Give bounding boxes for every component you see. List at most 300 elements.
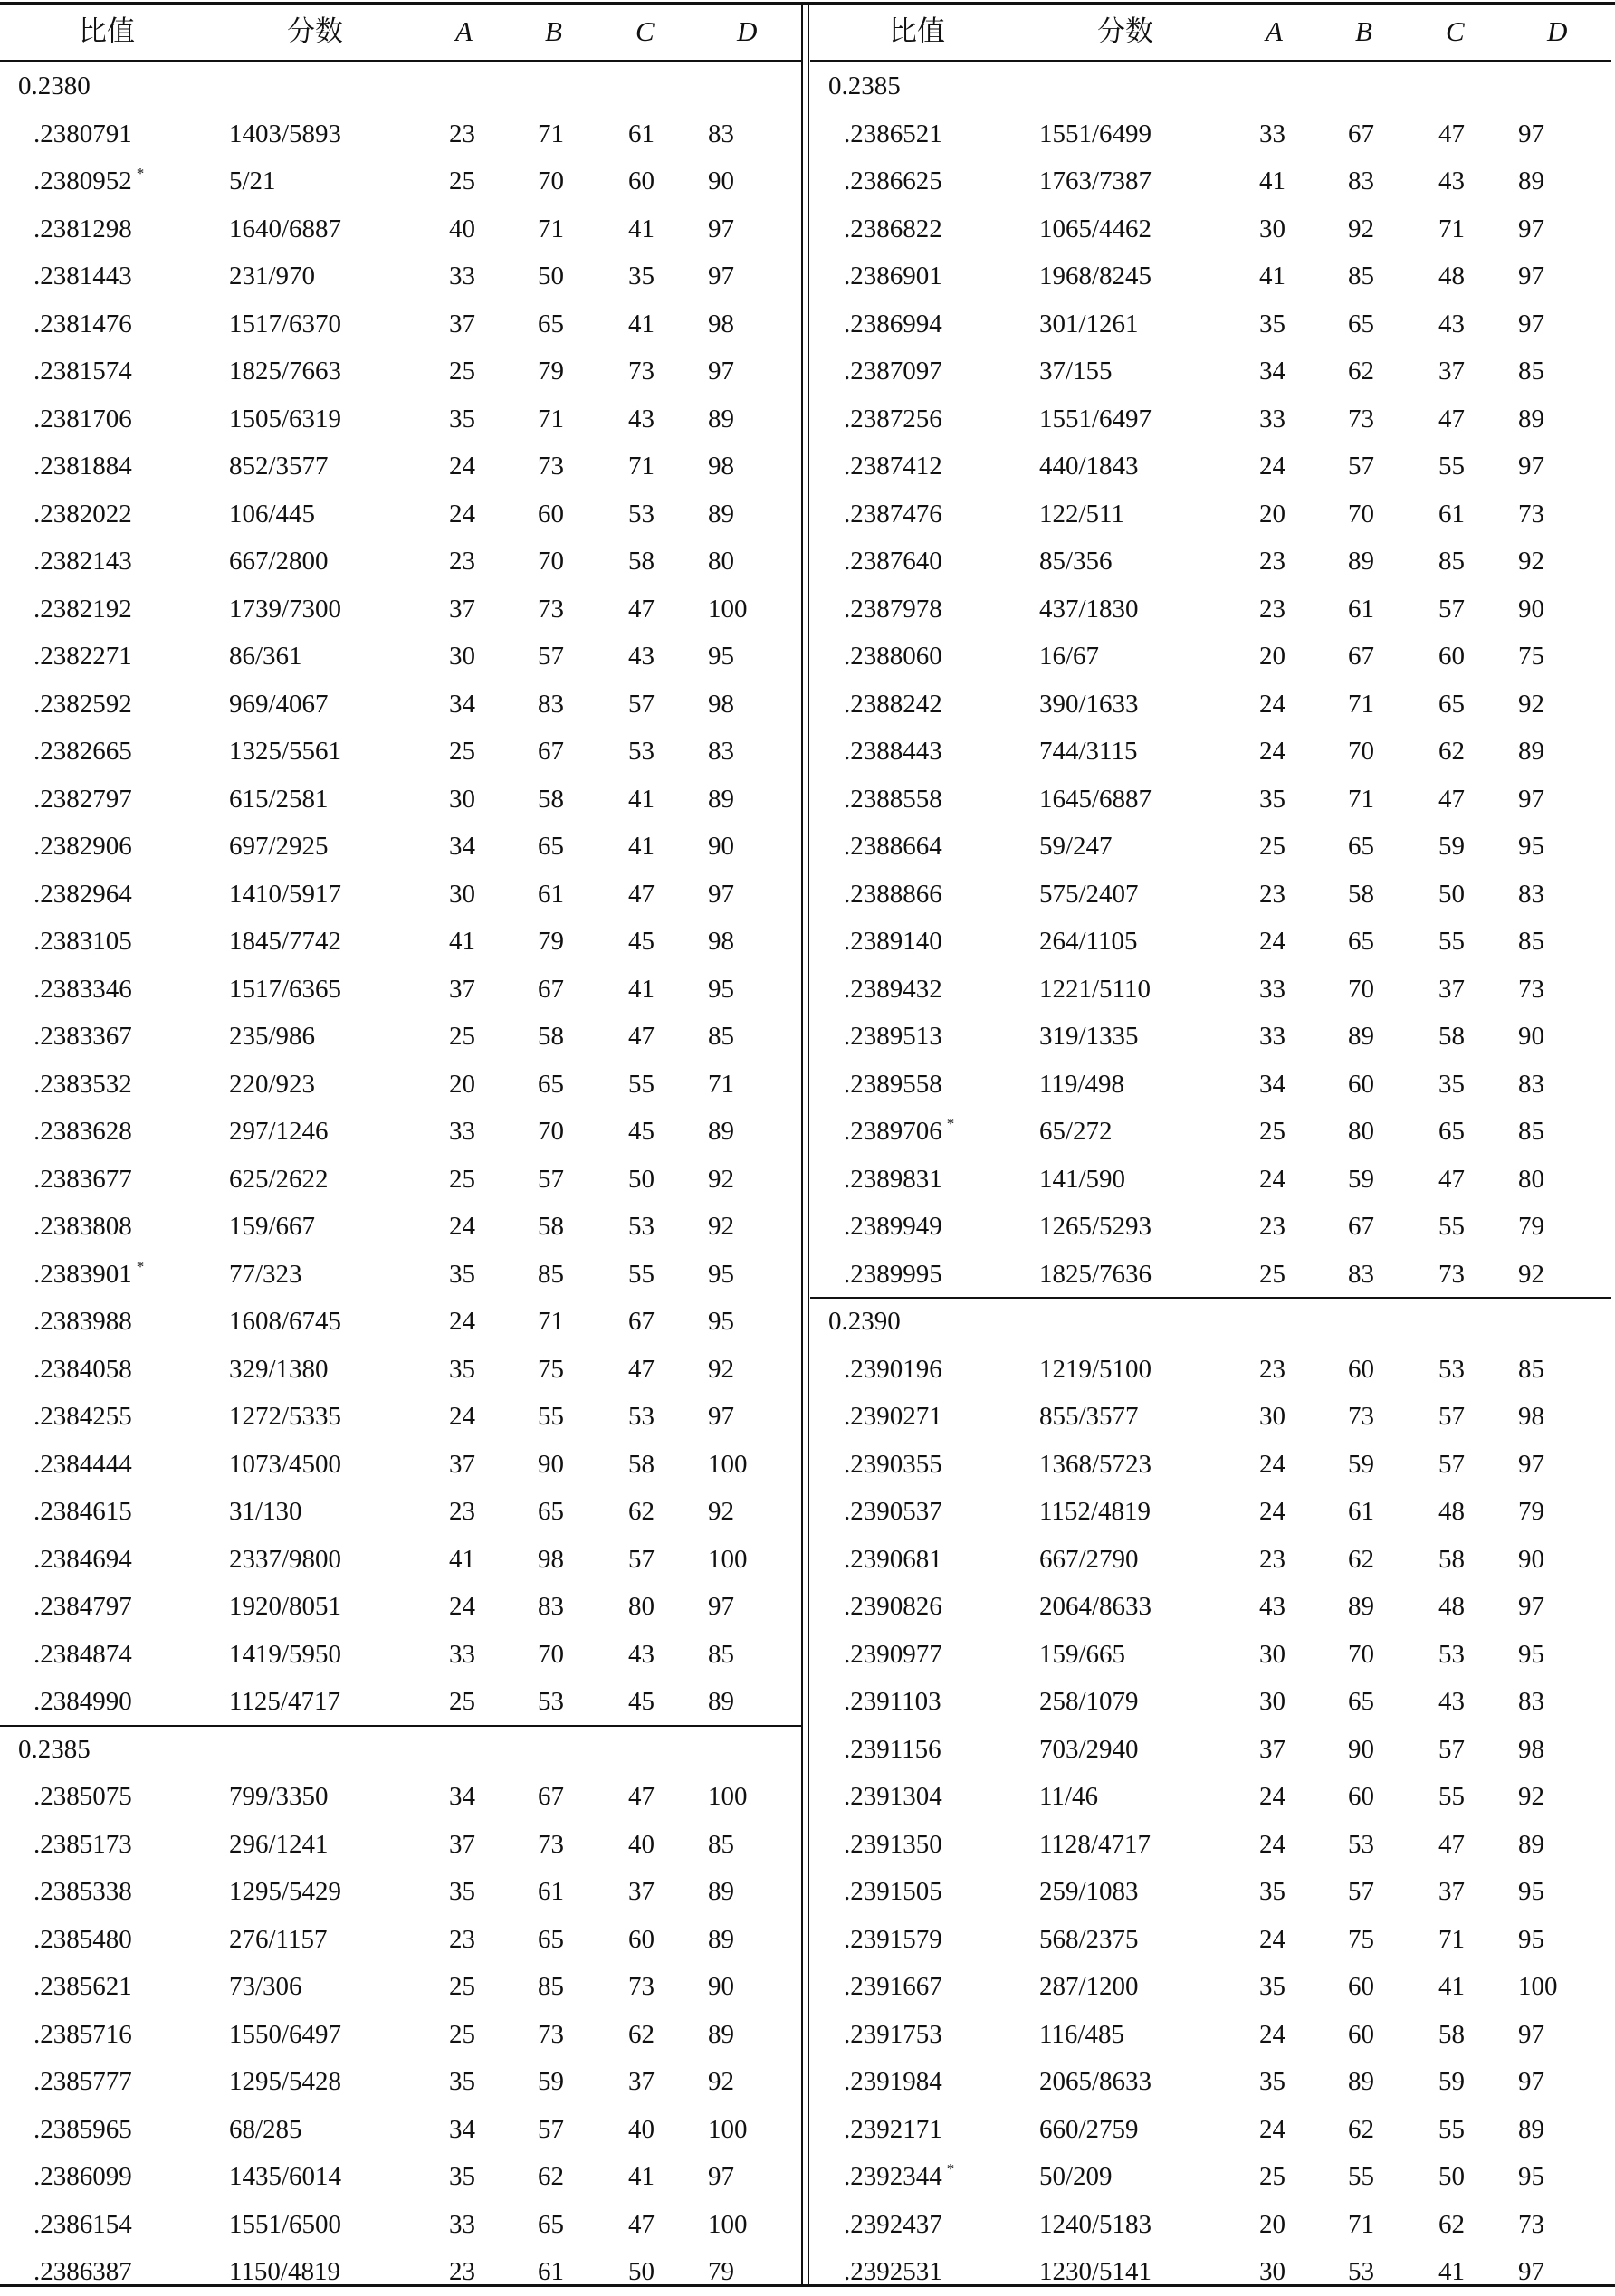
cell-a <box>449 252 475 300</box>
table-row <box>0 538 801 586</box>
cell-b <box>538 491 564 538</box>
cell-fraction <box>1039 1203 1152 1250</box>
cell-d <box>708 1203 734 1250</box>
cell-fraction <box>229 681 329 728</box>
cell-d-text: 97 <box>1518 452 1544 481</box>
cell-b-text: 57 <box>1348 452 1374 481</box>
cell-a-text: 24 <box>1259 2114 1285 2144</box>
cell-b-text: 57 <box>538 642 564 671</box>
cell-b <box>538 1868 564 1915</box>
cell-ratio-text: .2383105 <box>33 927 132 956</box>
cell-b <box>1348 491 1374 538</box>
cell-ratio-text: .2391753 <box>844 2019 942 2049</box>
cell-c-text: 43 <box>628 1639 655 1669</box>
cell-fraction-text: 667/2800 <box>229 547 329 576</box>
cell-c <box>1438 157 1465 205</box>
cell-b-text: 67 <box>1348 119 1374 148</box>
cell-c-text: 58 <box>1438 2019 1465 2049</box>
cell-b-text: 71 <box>538 1307 564 1336</box>
table-row <box>810 1916 1611 1964</box>
header-ratio: 比值 <box>79 15 135 47</box>
cell-fraction <box>229 1821 329 1868</box>
cell-ratio-text: .2386625 <box>844 167 942 195</box>
cell-b-text: 57 <box>1348 1877 1374 1906</box>
cell-ratio <box>33 1441 132 1488</box>
cell-d-text: 90 <box>708 167 734 195</box>
cell-ratio <box>844 586 942 633</box>
cell-d <box>708 776 734 823</box>
cell-b <box>538 966 564 1013</box>
cell-b-text: 55 <box>1348 2162 1374 2191</box>
cell-c <box>1438 776 1465 823</box>
cell-fraction-text: 116/485 <box>1039 2019 1124 2049</box>
cell-ratio <box>33 252 132 300</box>
cell-d-text: 90 <box>1518 594 1544 624</box>
cell-ratio <box>844 1821 942 1868</box>
cell-b-text: 71 <box>538 214 564 243</box>
cell-fraction-text: 122/511 <box>1039 499 1124 529</box>
cell-c <box>628 2153 655 2200</box>
cell-ratio <box>844 1916 942 1963</box>
cell-ratio <box>33 1013 132 1060</box>
cell-ratio <box>844 1583 942 1630</box>
cell-d <box>1518 2011 1544 2058</box>
cell-a <box>449 2106 475 2153</box>
cell-c <box>1438 1963 1465 2010</box>
cell-a <box>449 681 475 728</box>
cell-b <box>1348 1061 1374 1108</box>
cell-b-text: 67 <box>1348 1212 1374 1241</box>
cell-fraction <box>229 776 329 823</box>
table-row <box>810 1441 1611 1489</box>
header-fraction: 分数 <box>1097 15 1153 47</box>
cell-d-text: 97 <box>1518 1592 1544 1621</box>
cell-fraction <box>229 1061 315 1108</box>
cell-b-text: 65 <box>1348 832 1374 861</box>
cell-b-text: 90 <box>1348 1734 1374 1764</box>
cell-a <box>1259 252 1285 300</box>
cell-d-text: 90 <box>708 832 734 861</box>
cell-ratio <box>33 1916 132 1963</box>
cell-ratio-text: .2385075 <box>33 1782 132 1811</box>
cell-fraction <box>1039 1536 1139 1583</box>
cell-a-text: 35 <box>449 1354 475 1384</box>
cell-ratio-text: .2386387 <box>33 2257 132 2286</box>
cell-b <box>538 1821 564 1868</box>
cell-d <box>1518 300 1544 348</box>
cell-b <box>538 2058 564 2105</box>
cell-ratio <box>844 633 942 680</box>
cell-ratio <box>33 1583 132 1630</box>
cell-fraction-text: 264/1105 <box>1039 927 1138 956</box>
cell-d <box>1518 443 1544 490</box>
cell-fraction-text: 68/285 <box>229 2114 302 2144</box>
cell-b-text: 65 <box>538 832 564 861</box>
cell-c <box>1438 1583 1465 1630</box>
table-row <box>0 252 801 300</box>
cell-d-text: 95 <box>708 1259 734 1289</box>
cell-a-text: 24 <box>1259 1497 1285 1526</box>
table-row <box>0 1583 801 1631</box>
cell-fraction <box>229 1963 302 2010</box>
cell-a-text: 30 <box>1259 214 1285 243</box>
table-row <box>0 1773 801 1821</box>
cell-d-text: 85 <box>1518 1354 1544 1384</box>
cell-d <box>1518 157 1544 205</box>
cell-fraction <box>229 1346 329 1393</box>
table-row <box>0 1061 801 1109</box>
cell-a <box>1259 395 1285 443</box>
cell-c-text: 43 <box>628 404 655 433</box>
cell-b <box>538 538 564 585</box>
cell-fraction <box>1039 1821 1151 1868</box>
cell-c-text: 37 <box>1438 1877 1465 1906</box>
cell-c-text: 41 <box>1438 2257 1465 2286</box>
table-row <box>810 1203 1611 1251</box>
cell-c-text: 55 <box>1438 2114 1465 2144</box>
cell-c-text: 37 <box>1438 357 1465 386</box>
table-row <box>810 918 1611 966</box>
cell-b-text: 70 <box>1348 1639 1374 1669</box>
cell-c-text: 43 <box>628 642 655 671</box>
cell-c-text: 43 <box>1438 167 1465 195</box>
cell-c <box>628 348 655 395</box>
cell-d-text: 97 <box>1518 2067 1544 2096</box>
cell-ratio <box>33 1393 132 1440</box>
cell-b-text: 61 <box>1348 594 1374 624</box>
cell-b <box>1348 1583 1374 1630</box>
cell-c-text: 57 <box>628 689 655 719</box>
cell-ratio <box>844 966 942 1013</box>
cell-a <box>449 1536 475 1583</box>
cell-b-text: 83 <box>1348 1259 1374 1289</box>
cell-d <box>708 871 734 918</box>
cell-d <box>708 2248 734 2295</box>
cell-b-text: 62 <box>1348 1544 1374 1574</box>
table-row <box>0 1963 801 2011</box>
cell-ratio <box>33 1298 132 1345</box>
cell-fraction-text: 11/46 <box>1039 1782 1098 1811</box>
cell-fraction <box>229 1393 341 1440</box>
cell-fraction <box>229 1868 341 1915</box>
cell-b <box>1348 2011 1374 2058</box>
cell-c-text: 47 <box>628 879 655 909</box>
cell-b-text: 75 <box>538 1354 564 1384</box>
cell-fraction <box>1039 2106 1139 2153</box>
cell-ratio <box>33 2011 132 2058</box>
cell-b <box>538 205 564 252</box>
cell-a-text: 34 <box>449 1782 475 1811</box>
cell-ratio-text: .2381574 <box>33 357 132 386</box>
cell-d-text: 85 <box>1518 927 1544 956</box>
cell-b-text: 83 <box>538 689 564 719</box>
asterisk-marker: * <box>946 1115 955 1132</box>
table-row <box>0 2011 801 2059</box>
cell-fraction <box>1039 2248 1152 2295</box>
table-row <box>810 776 1611 824</box>
cell-fraction-text: 390/1633 <box>1039 689 1139 719</box>
cell-b <box>538 633 564 680</box>
cell-a-text: 23 <box>1259 1212 1285 1241</box>
cell-d-text: 100 <box>708 2114 748 2144</box>
table-row <box>0 1013 801 1061</box>
cell-d <box>1518 205 1544 252</box>
cell-a <box>1259 205 1285 252</box>
cell-fraction <box>1039 728 1137 775</box>
cell-d-text: 97 <box>1518 2257 1544 2286</box>
cell-a-text: 23 <box>1259 1544 1285 1574</box>
cell-d-text: 90 <box>1518 1544 1544 1574</box>
cell-ratio-text: .2388866 <box>844 879 942 909</box>
cell-c-text: 58 <box>1438 1544 1465 1574</box>
cell-b <box>1348 443 1374 490</box>
cell-c-text: 41 <box>628 214 655 243</box>
cell-fraction <box>229 491 315 538</box>
cell-ratio <box>33 205 132 252</box>
cell-a-text: 20 <box>1259 642 1285 671</box>
cell-c-text: 53 <box>628 499 655 529</box>
cell-b <box>538 586 564 633</box>
cell-ratio-text: .2386901 <box>844 262 942 291</box>
cell-d-text: 89 <box>708 2019 734 2049</box>
cell-a-text: 43 <box>1259 1592 1285 1621</box>
cell-ratio <box>844 1203 942 1250</box>
cell-b-text: 73 <box>538 452 564 481</box>
cell-b-text: 89 <box>1348 1592 1374 1621</box>
cell-ratio-text: .2391304 <box>844 1782 942 1811</box>
cell-ratio-text: .2389995 <box>844 1259 942 1289</box>
cell-ratio <box>33 1061 132 1108</box>
cell-b-text: 57 <box>538 2114 564 2144</box>
cell-b-text: 79 <box>538 927 564 956</box>
cell-d <box>1518 1441 1544 1488</box>
cell-c-text: 35 <box>628 262 655 291</box>
cell-a <box>449 491 475 538</box>
cell-b <box>538 110 564 157</box>
cell-ratio <box>844 2011 942 2058</box>
cell-c <box>628 966 655 1013</box>
cell-ratio-text: .2392531 <box>844 2257 942 2286</box>
cell-fraction <box>1039 395 1152 443</box>
cell-fraction <box>1039 252 1152 300</box>
cell-a-text: 24 <box>1259 737 1285 766</box>
table-row <box>810 1583 1611 1631</box>
cell-c-text: 47 <box>1438 119 1465 148</box>
cell-b-text: 58 <box>538 1212 564 1241</box>
cell-d-text: 83 <box>1518 879 1544 909</box>
cell-b <box>538 2153 564 2200</box>
table-row <box>0 2106 801 2154</box>
table-row <box>810 728 1611 776</box>
cell-c <box>628 1156 655 1203</box>
cell-fraction-text: 86/361 <box>229 642 302 671</box>
cell-d-text: 98 <box>708 309 734 338</box>
cell-a <box>1259 1346 1285 1393</box>
cell-c <box>628 2058 655 2105</box>
cell-d <box>1518 1916 1544 1963</box>
cell-c <box>628 395 655 443</box>
table-row <box>0 823 801 871</box>
cell-c <box>628 491 655 538</box>
cell-b-text: 67 <box>538 737 564 766</box>
group-label: 0.2385 <box>18 1734 91 1764</box>
cell-b-text: 73 <box>1348 404 1374 433</box>
cell-b <box>1348 252 1374 300</box>
cell-c <box>1438 1061 1465 1108</box>
table-row <box>810 1156 1611 1204</box>
cell-ratio <box>844 2201 942 2248</box>
cell-b <box>1348 2153 1374 2200</box>
cell-d <box>1518 1061 1544 1108</box>
cell-d <box>1518 1773 1544 1820</box>
cell-a <box>449 157 475 205</box>
cell-ratio-text: .2386099 <box>33 2162 132 2191</box>
cell-d-text: 95 <box>708 642 734 671</box>
cell-c-text: 73 <box>628 357 655 386</box>
cell-d <box>1518 633 1544 680</box>
cell-c <box>628 2011 655 2058</box>
cell-c <box>628 205 655 252</box>
cell-fraction-text: 1825/7636 <box>1039 1259 1152 1289</box>
cell-d-text: 92 <box>708 1354 734 1384</box>
cell-fraction <box>1039 1868 1139 1915</box>
cell-fraction-text: 85/356 <box>1039 547 1113 576</box>
cell-d-text: 73 <box>1518 499 1544 529</box>
cell-fraction <box>229 205 341 252</box>
cell-d-text: 97 <box>1518 1449 1544 1479</box>
cell-fraction <box>229 110 341 157</box>
cell-fraction <box>1039 157 1152 205</box>
cell-fraction-text: 1968/8245 <box>1039 262 1152 291</box>
cell-ratio <box>33 966 132 1013</box>
cell-c-text: 41 <box>628 2162 655 2191</box>
cell-b <box>538 1916 564 1963</box>
cell-ratio-text: .2382143 <box>33 547 132 576</box>
cell-fraction <box>1039 871 1139 918</box>
cell-fraction-text: 5/21 <box>229 167 276 195</box>
table-row <box>810 1536 1611 1584</box>
cell-fraction-text: 1065/4462 <box>1039 214 1152 243</box>
cell-fraction <box>1039 966 1151 1013</box>
cell-fraction-text: 1763/7387 <box>1039 167 1152 195</box>
cell-fraction <box>229 1488 302 1535</box>
cell-b <box>1348 538 1374 585</box>
cell-a <box>449 1916 475 1963</box>
cell-fraction <box>1039 1773 1098 1820</box>
cell-d <box>1518 728 1544 775</box>
cell-ratio-text: .2391667 <box>844 1972 942 2001</box>
cell-ratio <box>844 205 942 252</box>
cell-c <box>1438 1821 1465 1868</box>
cell-fraction-text: 1551/6499 <box>1039 119 1152 148</box>
cell-a-text: 35 <box>1259 784 1285 814</box>
cell-a <box>1259 2248 1285 2295</box>
cell-b <box>538 1773 564 1820</box>
cell-b <box>538 1393 564 1440</box>
cell-b-text: 70 <box>1348 974 1374 1004</box>
cell-b <box>1348 1916 1374 1963</box>
table-row <box>0 1868 801 1916</box>
cell-d <box>708 491 734 538</box>
cell-b-text: 59 <box>1348 1449 1374 1479</box>
cell-c <box>628 1631 655 1678</box>
cell-a-text: 30 <box>1259 1402 1285 1431</box>
cell-d <box>708 1108 734 1155</box>
cell-c-text: 61 <box>1438 499 1465 529</box>
cell-a-text: 41 <box>449 927 475 956</box>
cell-ratio-text: .2382192 <box>33 594 132 624</box>
cell-a-text: 23 <box>1259 547 1285 576</box>
cell-d <box>708 586 748 633</box>
table-row <box>0 918 801 966</box>
cell-c <box>628 776 655 823</box>
cell-c-text: 47 <box>628 594 655 624</box>
cell-d <box>708 1773 748 1820</box>
cell-fraction <box>229 157 276 205</box>
cell-fraction-text: 296/1241 <box>229 1829 329 1859</box>
cell-ratio <box>33 1631 132 1678</box>
cell-d-text: 92 <box>708 1164 734 1194</box>
cell-c <box>1438 2201 1465 2248</box>
cell-fraction <box>1039 1441 1152 1488</box>
cell-fraction <box>1039 205 1152 252</box>
cell-b-text: 65 <box>538 309 564 338</box>
cell-fraction <box>229 1156 329 1203</box>
cell-a-text: 25 <box>449 1972 475 2001</box>
cell-c <box>1438 633 1465 680</box>
cell-a-text: 30 <box>449 879 475 909</box>
cell-d-text: 97 <box>708 1402 734 1431</box>
cell-ratio <box>33 918 132 965</box>
cell-ratio <box>33 681 132 728</box>
cell-a <box>1259 918 1285 965</box>
cell-fraction <box>1039 300 1139 348</box>
cell-d <box>708 2011 734 2058</box>
cell-d <box>1518 538 1544 585</box>
cell-fraction-text: 1150/4819 <box>229 2257 340 2286</box>
cell-d-text: 80 <box>1518 1164 1544 1194</box>
cell-d-text: 95 <box>1518 1639 1544 1669</box>
table-row <box>0 1631 801 1679</box>
cell-ratio-text: .2383628 <box>33 1117 132 1146</box>
cell-fraction-text: 2337/9800 <box>229 1544 342 1574</box>
cell-d <box>708 1298 734 1345</box>
cell-ratio-text: .2385777 <box>33 2067 132 2096</box>
cell-ratio-text: .2386994 <box>844 309 942 338</box>
cell-b <box>1348 205 1374 252</box>
cell-ratio-text: .2389706 <box>844 1117 942 1146</box>
cell-fraction <box>229 1916 327 1963</box>
cell-a <box>1259 1156 1285 1203</box>
cell-d <box>1518 348 1544 395</box>
cell-b <box>1348 348 1374 395</box>
cell-b-text: 85 <box>1348 262 1374 291</box>
cell-a-text: 25 <box>1259 1117 1285 1146</box>
cell-ratio-text: .2381884 <box>33 452 132 481</box>
cell-ratio <box>844 395 942 443</box>
cell-b-text: 50 <box>538 262 564 291</box>
table-row <box>810 491 1611 538</box>
cell-b-text: 58 <box>538 784 564 814</box>
table-row <box>810 1726 1611 1774</box>
cell-c-text: 43 <box>1438 309 1465 338</box>
cell-fraction-text: 73/306 <box>229 1972 302 2001</box>
cell-d-text: 97 <box>708 2162 734 2191</box>
cell-d <box>1518 1346 1544 1393</box>
cell-a-text: 33 <box>449 262 475 291</box>
cell-a <box>449 1678 475 1725</box>
cell-a-text: 24 <box>1259 2019 1285 2049</box>
